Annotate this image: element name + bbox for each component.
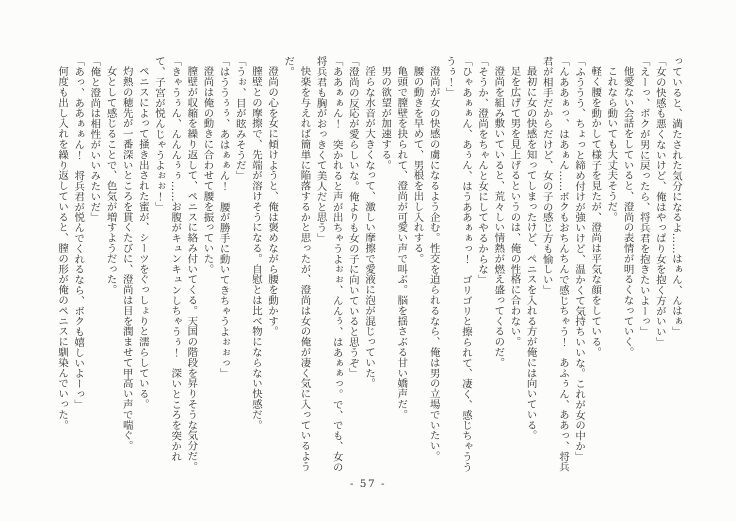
paragraph-line: 澄尚が女の快感の虜になるよう企む。性交を迫られるなら、俺は男の立場でいたい。 — [427, 66, 440, 462]
paragraph-line: 澄尚の心を女に傾けようと、俺は褒めながら腰を動かす。 — [266, 66, 279, 337]
paragraph-line: 膣壁との摩擦で、先端が溶けそうになる。自慰とは比べ物にならない快感だ。 — [249, 66, 262, 431]
paragraph-line: 何度も出し入れを繰り返していると、膣の形が俺のペニスに馴染んでいった。 — [56, 66, 69, 431]
paragraph-line: 「俺と澄尚は相性がいいみたいだ」 — [88, 56, 101, 223]
paragraph-line: ペニスによって掻き出された蜜が、シーツをぐっしょりと濡らしている。 — [136, 66, 149, 410]
paragraph-line: これなら動いても大丈夫そうだ。 — [605, 66, 618, 223]
paragraph-line: 灼熱の穂先が一番深いところを貫くたびに、澄尚は目を潤ませて甲高い声で喘ぐ。 — [120, 66, 133, 452]
paragraph-line: 「うぉ、目が眩みそうだ」 — [233, 56, 246, 181]
paragraph-line: 「はううぅぅ、あはぁぁん！ 腰が勝手に動いてきちゃうよぉぉっ」 — [217, 56, 230, 379]
paragraph-line: 「ふううう、ちょっと締め付けが強いけど、温かくて気持ちいいな。これが女の中か」 — [573, 56, 586, 462]
paragraph-line: 他愛ない会話をしていると、澄尚の表情が明るくなっていく。 — [621, 66, 634, 358]
paragraph-line: 亀頭で膣壁を抉られて、澄尚が可愛い声で叫ぶ。脳を揺さぶる甘い嬌声だ。 — [395, 66, 408, 420]
paragraph-line: 澄尚は俺の動きに合わせて腰を振っていた。 — [201, 66, 214, 275]
paragraph-line: 「あっ、ああぁぁん！ 将兵君が悦んでくれるなら、ボクも嬉しいよーっ」 — [72, 56, 85, 410]
page-number: - 57 - — [349, 478, 387, 490]
paragraph-line: 「ひゃあぁぁん、あぅん、はうああぁぁっ！ ゴリゴリと擦られて、凄く、感じちゃうううぅ！」 — [443, 56, 472, 472]
paragraph-line: 「ああぁぁん！ 突かれると声が出ちゃうよぉぉ、んんぅ、はあぁぁっ。で、でも、女の将兵君も胸がおっきくて美人だと思う」 — [314, 56, 343, 472]
paragraph-line: 「そうか、澄尚をちゃんと女にしてやるからな」 — [476, 56, 489, 285]
paragraph-line: 「きゃうぅん、んんんぅぅ……お腹がキュンキュンしちゃうぅ！ 深いところを突かれて、子宮が悦んじゃうよぉぉ！」 — [153, 56, 182, 462]
paragraph-line: っていると、満たされた気分になるよ……はぁん、んはぁ」 — [670, 56, 682, 337]
paragraph-line: 膣壁が収縮を繰り返して、ペニスに絡み付いてくる。天国の階段を昇りそうな気分だ。 — [185, 66, 198, 472]
vertical-text-block — [52, 56, 684, 474]
paragraph-line: 「んああぁっ、はあぁん……ボクもおちんちんで感じちゃう！ あふぅん、ああっ、将兵君が相手だからだけど、女の子の感じ方も愉しい」 — [540, 56, 569, 472]
paragraph-line: 「えーっ、ボクが男に戻ったら、将兵君を抱きたいよーっ」 — [637, 56, 650, 337]
paragraph-line: 淫らな水音が大きくなって、激しい摩擦で愛液に泡が混じっていた。 — [363, 66, 376, 389]
paragraph-line: 最初に女の快感を知ってしまったけど、ペニスを入れる方が俺には向いている。 — [524, 66, 537, 441]
paragraph-line: 男の欲望が加速する。 — [379, 66, 392, 171]
paragraph-line: 女として感じることで、色気が増すようだった。 — [104, 66, 117, 296]
paragraph-line: 腰の動きを早めて、男根を出し入れする。 — [411, 66, 424, 264]
paragraph-line: 足を広げて男を見上げるというのは、俺の性格に合わない。 — [508, 66, 521, 348]
paragraph-line: 快楽を与えれば簡単に陥落するかと思ったが、澄尚は女の俺が凄く気に入っているようだ。 — [282, 56, 311, 472]
paragraph-line: 「女の快感も悪くないけど、俺はやっぱり女を抱く方がいい」 — [653, 56, 666, 348]
paragraph-line: 「澄尚の反応が愛らしいな。俺よりも女の子に向いていると思うぞ」 — [346, 56, 359, 379]
paragraph-line: 軽く腰を動かして様子を見たが、澄尚は平気な顔をしている。 — [589, 66, 602, 358]
paragraph-line: 澄尚を組み敷いていると、荒々しい情熱が燃え盛ってくるのだ。 — [492, 66, 505, 368]
